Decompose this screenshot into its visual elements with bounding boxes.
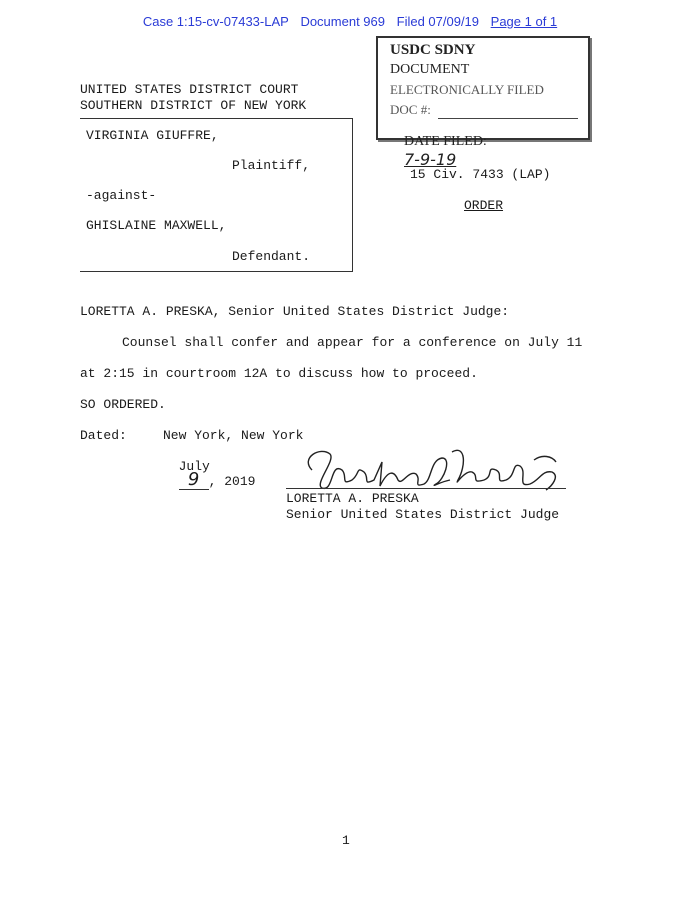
signer-title: Senior United States District Judge <box>286 507 560 522</box>
page-number: 1 <box>342 833 350 848</box>
stamp-line-document: DOCUMENT <box>390 62 470 77</box>
signature-line <box>286 488 566 489</box>
judge-line: LORETTA A. PRESKA, Senior United States District Judge: <box>80 304 510 319</box>
filed-date-header: Filed 07/09/19 <box>396 14 480 29</box>
dated-place: New York, New York <box>163 428 304 443</box>
signer-name: LORETTA A. PRESKA <box>286 491 419 506</box>
case-number: 15 Civ. 7433 (LAP) <box>410 167 551 182</box>
usdc-stamp <box>376 36 590 169</box>
court-name-line1: UNITED STATES DISTRICT COURT <box>80 82 299 97</box>
document-title: ORDER <box>464 198 504 213</box>
filing-header <box>0 14 700 29</box>
document-number-header: Document 969 <box>300 14 385 29</box>
dated-day-handwritten: 9 <box>187 469 200 490</box>
stamp-line-usdc: USDC SDNY <box>390 42 476 58</box>
plaintiff-role: Plaintiff, <box>232 158 311 173</box>
dated-year: , 2019 <box>208 474 256 489</box>
dated-label: Dated: <box>80 428 127 443</box>
court-name-line2: SOUTHERN DISTRICT OF NEW YORK <box>80 98 307 113</box>
stamp-doc-rule <box>438 98 578 119</box>
stamp-date-filed-label: DATE FILED: <box>404 134 487 149</box>
dated-day-blank <box>179 469 209 490</box>
dated-month: July <box>178 459 210 474</box>
plaintiff-name: VIRGINIA GIUFFRE, <box>86 128 219 143</box>
defendant-name: GHISLAINE MAXWELL, <box>86 218 227 233</box>
stamp-line-doc: DOC #: <box>390 102 431 117</box>
defendant-role: Defendant. <box>232 249 311 264</box>
stamp-handwritten-date: 7-9-19 <box>404 150 457 169</box>
case-number-header: Case 1:15-cv-07433-LAP <box>142 14 289 29</box>
order-paragraph-line1: Counsel shall confer and appear for a conference on July 11 <box>122 335 583 350</box>
so-ordered: SO ORDERED. <box>80 397 166 412</box>
page-count-header: Page 1 of 1 <box>490 14 558 29</box>
against-text: -against- <box>86 188 157 203</box>
stamp-line-electronic: ELECTRONICALLY FILED <box>390 82 544 97</box>
order-paragraph-line2: at 2:15 in courtroom 12A to discuss how to proceed. <box>80 366 478 381</box>
dated-date <box>163 444 255 490</box>
